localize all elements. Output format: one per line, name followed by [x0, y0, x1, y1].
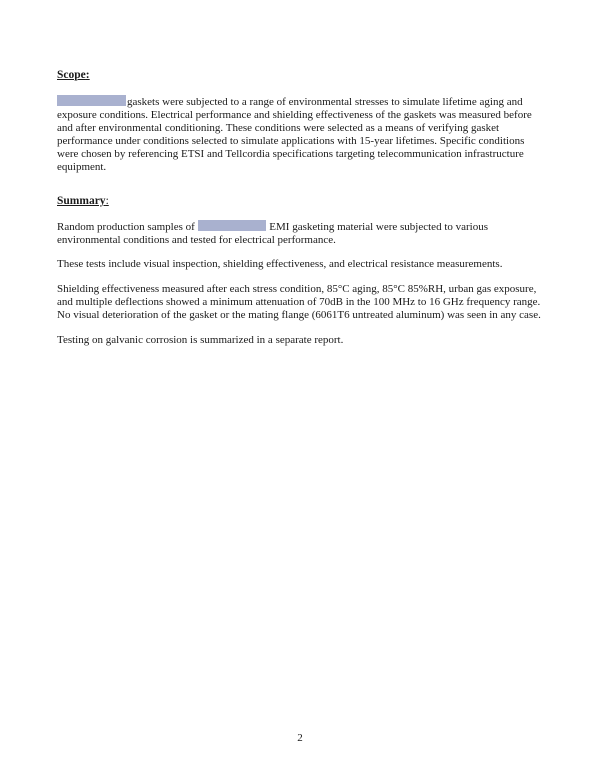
summary-para3: Shielding effectiveness measured after each stress condition, 85°C aging, 85°C 85%RH, urban gas exposure, and multiple deflections showed a minimum attenuation of 70dB in the 100 MHz to 16 GHz frequency range. No visual deterioration of the gasket or the mating flange (6061T6 untreated aluminum) was seen in any case.	[57, 283, 541, 321]
summary-paragraph-3	[57, 283, 547, 322]
scope-text: gaskets were subjected to a range of environmental stresses to simulate lifetime aging and exposure conditions. Electrical performance and shielding effectiveness of the gaskets was measured before and after environmental conditioning. These conditions were selected as a means of verifying gasket performance under conditions selected to simulate applications with 15-year lifetimes. Specific conditions were chosen by referencing ETSI and Tellcordia specifications targeting telecommunication infrastructure equipment.	[57, 96, 532, 173]
summary-heading-colon: :	[105, 195, 109, 207]
redaction-block	[198, 220, 266, 231]
summary-para1-before: Random production samples of	[57, 221, 195, 233]
summary-paragraph-2	[57, 258, 547, 271]
scope-heading	[57, 69, 90, 82]
page-number: 2	[297, 732, 303, 744]
summary-para1-after: EMI gasketing material were subjected to various environmental conditions and tested for electrical performance.	[57, 221, 489, 246]
summary-heading	[57, 195, 109, 208]
scope-paragraph	[57, 95, 547, 174]
scope-heading-text: Scope	[57, 69, 86, 81]
summary-heading-text: Summary	[57, 195, 106, 207]
summary-para2: These tests include visual inspection, shielding effectiveness, and electrical resistance measurements.	[57, 258, 503, 270]
summary-paragraph-4	[57, 334, 547, 347]
summary-paragraph-1	[57, 220, 547, 247]
redaction-block	[57, 95, 126, 106]
summary-para4: Testing on galvanic corrosion is summarized in a separate report.	[57, 334, 344, 346]
scope-heading-colon: :	[85, 69, 90, 81]
